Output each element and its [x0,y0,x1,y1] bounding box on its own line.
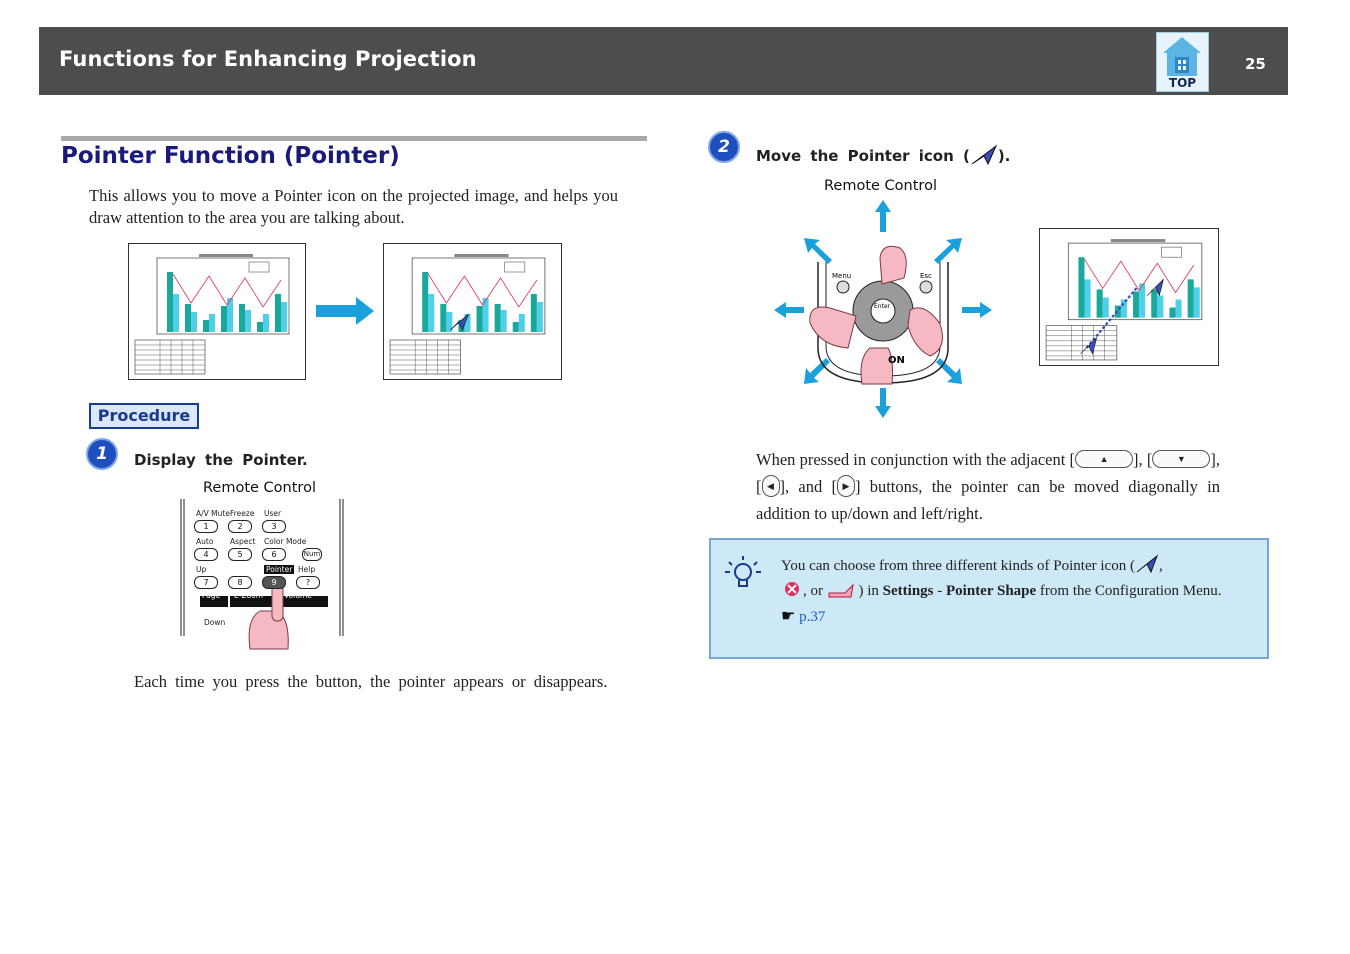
chart-bar [422,272,428,332]
tip-text-part: from the Configuration Menu. [1039,583,1222,599]
remote-button[interactable]: 3 [262,520,286,533]
remote-button[interactable]: 9 [262,576,286,589]
remote-button[interactable]: 2 [228,520,252,533]
chart-bar [257,322,263,332]
chart-bar [1169,308,1175,318]
screen-pointer-moved-image [1039,228,1219,366]
desc-text: ], and [ [779,477,837,496]
remote-caption-2: Remote Control [824,178,937,194]
remote-button[interactable]: 7 [194,576,218,589]
chart-bar [1097,289,1103,317]
chart-bar [1151,289,1157,317]
tip-pointer-shape: Pointer Shape [946,583,1037,599]
intro-paragraph: This allows you to move a Pointer icon on the projected image, and helps you draw attention to the area you are talking about. [89,186,618,227]
chart-bar [191,312,197,332]
remote-bar-label: Volume [284,591,312,600]
chart-legend [505,262,525,272]
remote-button[interactable]: 6 [262,548,286,561]
chart-bar [1133,291,1139,317]
top-button[interactable] [1156,32,1209,92]
pointer-circle-icon [781,579,803,599]
chart-bar [537,302,543,332]
chart-bar [495,304,501,332]
step-2-title-suffix: ). [997,147,1011,165]
chart-bar [1078,257,1084,317]
step-1-description: Each time you press the button, the pointer appears or disappears. [134,672,608,691]
remote-control-image [180,499,345,651]
chart-bar [1085,279,1091,317]
pointer-arrow-icon [1135,554,1159,574]
screen-after-image [383,243,562,380]
enter-label: Enter [874,303,891,310]
remote-button[interactable]: 1 [194,520,218,533]
chart-bar [221,306,227,332]
tip-text [781,554,1243,630]
page-reference-link[interactable]: p.37 [799,609,826,625]
pointer-hand-icon [827,579,855,599]
esc-label: Esc [920,272,932,280]
remote-button-label: Aspect [230,537,256,546]
right-key-icon: ▶ [837,475,855,497]
remote-down-label: Down [204,618,226,627]
num-button[interactable]: Num [302,548,322,561]
section-title: Pointer Function (Pointer) [61,143,400,169]
remote-button[interactable]: 4 [194,548,218,561]
remote-button[interactable]: 8 [228,576,252,589]
step-2-title-prefix: Move the Pointer icon ( [756,147,970,165]
page-header [39,27,1288,95]
chart-bar [239,304,245,332]
chart-bar [1176,300,1182,318]
desc-text: ], [1133,450,1143,469]
left-key-icon: ◀ [762,475,780,497]
chart-thumbnail [129,244,305,379]
chart-bar [477,306,483,332]
chapter-title: Functions for Enhancing Projection [59,47,477,71]
chart-bar [275,294,281,332]
desc-text: ], [ [756,450,1220,496]
step-2-title [756,144,1010,166]
chart-bar [1194,287,1200,317]
chart-bar [167,272,173,332]
desc-text: When pressed in conjunction with the adjacent [ [756,450,1076,469]
remote-button-label: User [264,509,282,518]
procedure-label: Procedure [89,403,199,429]
tip-box [709,538,1269,659]
remote-button-label: Help [298,565,316,574]
chart-bar [245,310,251,332]
step-2-description [756,446,1220,527]
remote-button-label: Freeze [230,509,255,518]
chart-bar [428,294,434,332]
remote-button[interactable]: ? [296,576,320,589]
remote-button-label: Up [196,565,207,574]
chart-title-bar [454,254,508,257]
tip-text-part: You can choose from three different kinds of Pointer icon ( [781,558,1135,574]
tip-text-part: - [937,583,943,599]
remote-caption: Remote Control [203,480,316,496]
chart-thumbnail-with-pointer [384,244,561,379]
chart-legend [249,262,269,272]
step-1-title: Display the Pointer. [134,451,308,469]
brand-label: ON [888,355,905,366]
tip-text-part: , or [803,583,823,599]
right-arrow-icon [316,297,374,325]
remote-button-label: Color Mode [264,537,307,546]
remote-button-label: A/V Mute [196,509,230,518]
up-key-icon: ▲ [1075,450,1133,468]
tip-text-part: ) in [858,583,879,599]
step-2-badge: 2 [708,131,740,163]
chart-bar [173,294,179,332]
section-rule [61,136,647,141]
page-number: 25 [1245,55,1266,73]
chart-title-bar [1111,239,1166,242]
lightbulb-icon [723,554,761,592]
chart-thumbnail-diagonal [1040,229,1218,365]
remote-button[interactable]: 5 [228,548,252,561]
tip-settings: Settings [882,583,934,599]
menu-label: Menu [832,272,852,280]
chart-bar [501,310,507,332]
top-label: TOP [1157,76,1208,90]
step-1-badge: 1 [86,438,118,470]
chart-bar [440,304,446,332]
remote-bar-label: Page [202,591,221,600]
desc-text: ] buttons, the pointer can be moved diagonally in addition to up/down and left/right. [756,477,1220,523]
chart-bar [185,304,191,332]
chart-bar [263,314,269,332]
chart-bar [281,302,287,332]
screen-before-image [128,243,306,380]
tip-text-part: , [1158,558,1163,574]
reference-hand-icon: ☛ [781,608,796,625]
chart-legend [1161,247,1181,257]
direction-pad-illustration [770,198,996,420]
remote-bar-label: E-Zoom [234,591,264,600]
chart-bar [1103,298,1109,318]
remote-button-label: Pointer [266,565,293,574]
chart-bar [1157,295,1163,317]
chart-title-bar [199,254,253,257]
pointer-arrow-icon [970,144,998,166]
chart-bar [209,314,215,332]
chart-bar [513,322,519,332]
chart-bar [531,294,537,332]
chart-bar [1188,279,1194,317]
chart-bar [519,314,525,332]
down-key-icon: ▼ [1152,450,1210,468]
chart-bar [203,320,209,332]
desc-text: [ [1146,450,1153,469]
remote-button-label: Auto [196,537,214,546]
